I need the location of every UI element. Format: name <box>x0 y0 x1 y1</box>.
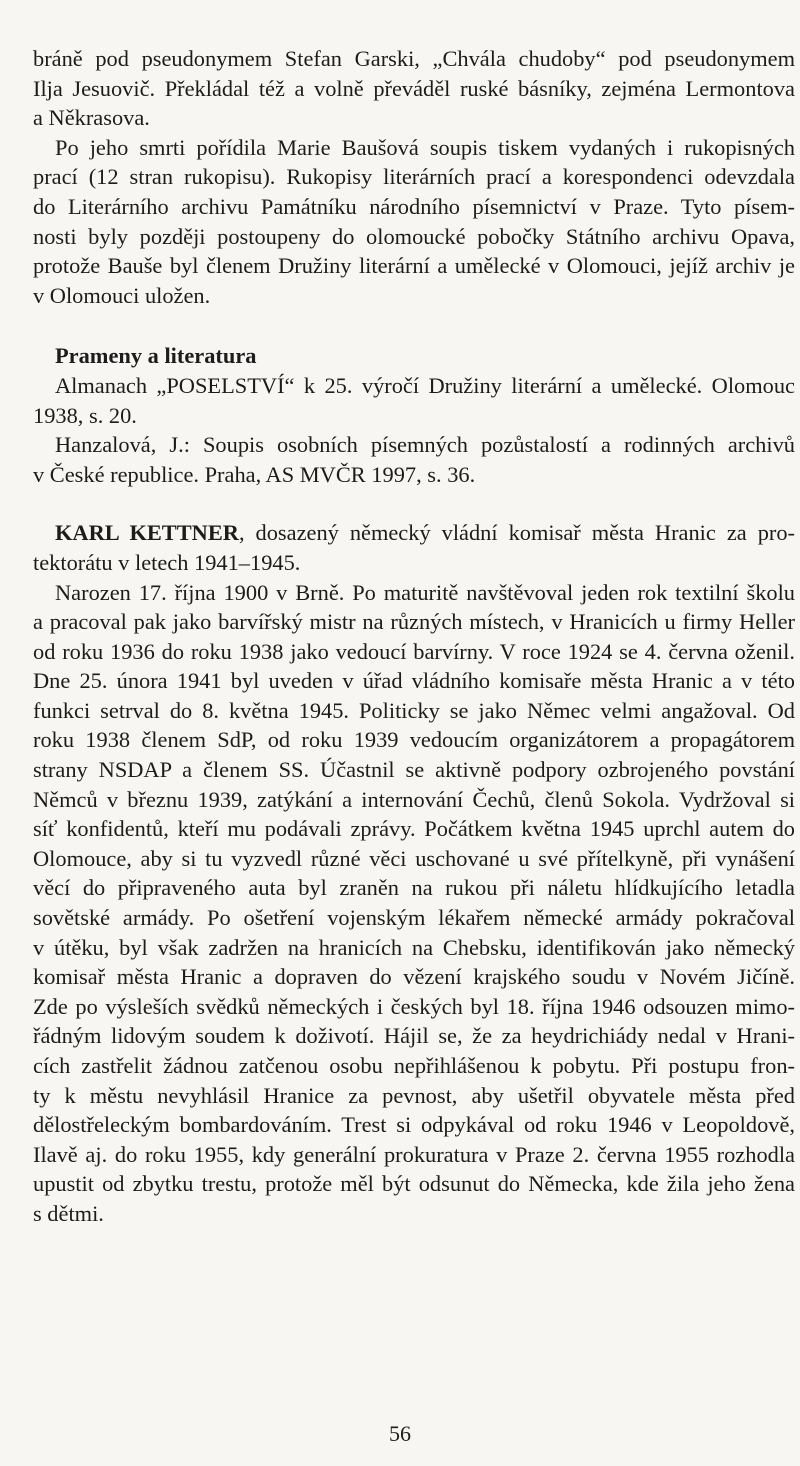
text-line: strany NSDAP a členem SS. Účastnil se aktivně podpory ozbrojeného povstání <box>33 757 795 783</box>
text-line: řádným lidovým soudem k doživotí. Hájil se, že za heydrichiády nedal v Hrani- <box>33 1023 795 1049</box>
biography-entry <box>33 518 795 1228</box>
text-line: věcí do připraveného auta byl zraněn na rukou při náletu hlídkujícího letadla <box>33 875 795 901</box>
paragraph-archive <box>33 133 795 311</box>
text-line: cích zastřelit žádnou zatčenou osobu nepřihlášenou k pobytu. Při postupu fron- <box>33 1053 795 1078</box>
text-line: nosti byly později postoupeny do olomoucké pobočky Státního archivu Opava, <box>33 223 795 249</box>
text-line: Ilja Jesuovič. Překládal též a volně převáděl ruské básníky, zejména Lermontova <box>33 75 795 101</box>
text-line: Němců v březnu 1939, zatýkání a internování Čechů, členů Sokola. Vydržoval si <box>33 786 795 812</box>
entry-intro-line <box>33 518 795 548</box>
text-line: roku 1938 členem SdP, od roku 1939 vedoucím organizátorem a propagátorem <box>33 727 795 753</box>
text-line: Po jeho smrti pořídila Marie Baušová soupis tiskem vydaných i rukopisných <box>55 134 795 160</box>
text-line: Narozen 17. října 1900 v Brně. Po maturitě navštěvoval jeden rok textilní školu <box>55 579 795 605</box>
sources-heading: Prameny a literatura <box>55 343 257 369</box>
text-line: v útěku, byl však zadržen na hranicích na Chebsku, identifikován jako německý <box>33 934 795 960</box>
text-line: dělostřeleckým bombardováním. Trest si odpykával od roku 1946 v Leopoldově, <box>33 1112 795 1138</box>
source-entry: Hanzalová, J.: Soupis osobních písemných pozůstalostí a rodinných archivů <box>55 432 795 458</box>
page-body <box>33 44 795 1229</box>
text-line: prací (12 stran rukopisu). Rukopisy literárních prací a korespondenci odevzdala <box>33 164 795 190</box>
source-entry: 1938, s. 20. <box>33 402 137 428</box>
text-line: v Olomouci uložen. <box>33 282 211 308</box>
text-line: od roku 1936 do roku 1938 jako vedoucí barvírny. V roce 1924 se 4. června oženil. <box>33 638 795 664</box>
sources-section <box>33 341 795 489</box>
text-line: upustit od zbytku trestu, protože měl být odsunut do Německa, kde žila jeho žena <box>33 1171 795 1197</box>
text-line: síť konfidentů, kteří mu podávali zprávy. Počátkem května 1945 uprchl autem do <box>33 816 795 842</box>
text-line: Dne 25. února 1941 byl uveden v úřad vládního komisaře města Hranic a v této <box>33 668 795 694</box>
text-line: a pracoval pak jako barvířský mistr na různých místech, v Hranicích u firmy Heller <box>33 609 795 635</box>
text-line: s dětmi. <box>33 1200 104 1226</box>
text-line: Olomouce, aby si tu vyzvedl různé věci uschované u své přítelkyně, při vynášení <box>33 845 795 871</box>
text-line: Ilavě aj. do roku 1955, kdy generální prokuratura v Praze 2. června 1955 rozhodla <box>33 1141 795 1167</box>
text-line: bráně pod pseudonymem Stefan Garski, „Chvála chudoby“ pod pseudonymem <box>33 46 795 71</box>
entry-intro-text: , dosazený německý vládní komisař města Hranic za pro- <box>238 520 795 546</box>
text-line: do Literárního archivu Památníku národního písemnictví v Praze. Tyto písem- <box>33 193 795 219</box>
text-line: ty k městu nevyhlásil Hranice za pevnost, aby ušetřil obyvatele města před <box>33 1082 795 1108</box>
source-entry: Almanach „POSELSTVÍ“ k 25. výročí Družiny literární a umělecké. Olomouc <box>55 372 795 398</box>
text-line: sovětské armády. Po ošetření vojenským lékařem německé armády pokračoval <box>33 905 795 931</box>
text-line: komisař města Hranic a dopraven do vězení krajského soudu v Novém Jičíně. <box>33 964 795 990</box>
text-line: tektorátu v letech 1941–1945. <box>33 549 301 575</box>
paragraph-continued <box>33 44 795 133</box>
page-number: 56 <box>389 1421 411 1446</box>
text-line: funkci setrval do 8. května 1945. Politicky se jako Němec velmi angažoval. Od <box>33 697 795 723</box>
source-entry: v České republice. Praha, AS MVČR 1997, s. 36. <box>33 461 476 487</box>
text-line: Zde po výsleších svědků německých i českých byl 18. října 1946 odsouzen mimo- <box>33 993 795 1019</box>
text-line: protože Bauše byl členem Družiny literární a umělecké v Olomouci, jejíž archiv je <box>33 253 795 279</box>
entry-name: KARL KETTNER <box>55 520 239 546</box>
text-line: a Někrasova. <box>33 105 150 131</box>
